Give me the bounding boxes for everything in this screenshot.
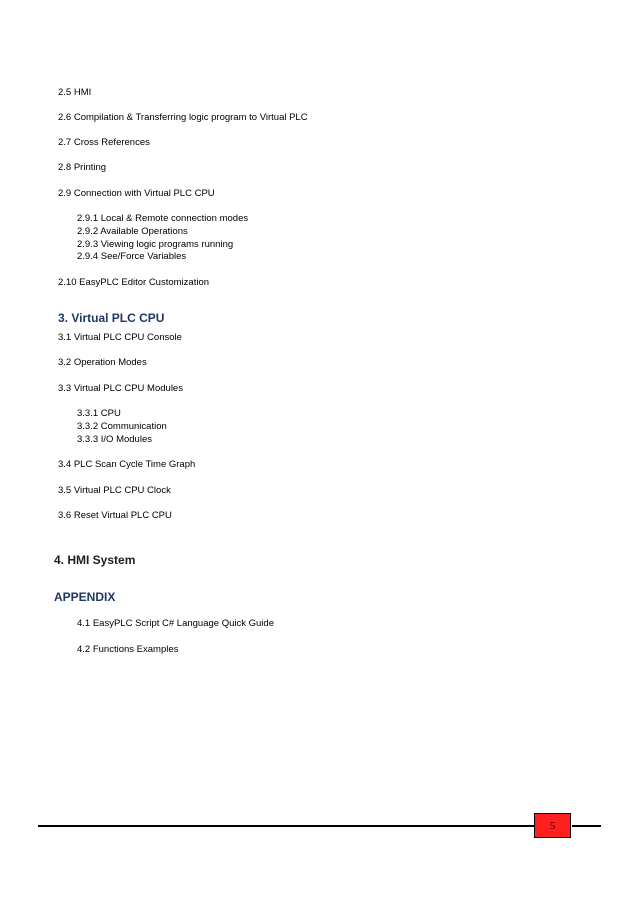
toc-entry-2-9-1: 2.9.1 Local & Remote connection modes [77,213,249,224]
toc-entry-3-5: 3.5 Virtual PLC CPU Clock [58,485,171,496]
toc-entry-2-9: 2.9 Connection with Virtual PLC CPU [58,188,215,199]
appendix-heading: APPENDIX [54,590,116,604]
toc-entry-2-6: 2.6 Compilation & Transferring logic program to Virtual PLC [58,112,308,123]
footer-rule-left [38,825,534,827]
toc-entry-3-3-2: 3.3.2 Communication [77,421,167,432]
toc-entry-2-9-4: 2.9.4 See/Force Variables [77,251,187,262]
toc-entry-3-2: 3.2 Operation Modes [58,357,147,368]
toc-entry-2-9-2: 2.9.2 Available Operations [77,226,188,237]
page-number: 5 [549,819,556,832]
toc-entry-3-3-3: 3.3.3 I/O Modules [77,434,152,445]
footer-rule-right [572,825,601,827]
toc-entry-3-6: 3.6 Reset Virtual PLC CPU [58,510,172,521]
toc-entry-3-3-1: 3.3.1 CPU [77,408,121,419]
toc-entry-3-3: 3.3 Virtual PLC CPU Modules [58,383,183,394]
toc-entry-3-1: 3.1 Virtual PLC CPU Console [58,332,182,343]
page-number-box [534,813,571,838]
toc-entry-2-7: 2.7 Cross References [58,137,150,148]
toc-entry-2-5: 2.5 HMI [58,87,92,98]
toc-entry-2-9-3: 2.9.3 Viewing logic programs running [77,239,234,250]
toc-entry-2-8: 2.8 Printing [58,162,107,173]
section-heading-4: 4. HMI System [54,553,136,567]
toc-entry-2-10: 2.10 EasyPLC Editor Customization [58,277,210,288]
toc-entry-a-4-2: 4.2 Functions Examples [77,644,179,655]
section-heading-3: 3. Virtual PLC CPU [58,311,165,325]
toc-entry-3-4: 3.4 PLC Scan Cycle Time Graph [58,459,196,470]
toc-entry-a-4-1: 4.1 EasyPLC Script C# Language Quick Guide [77,618,274,629]
